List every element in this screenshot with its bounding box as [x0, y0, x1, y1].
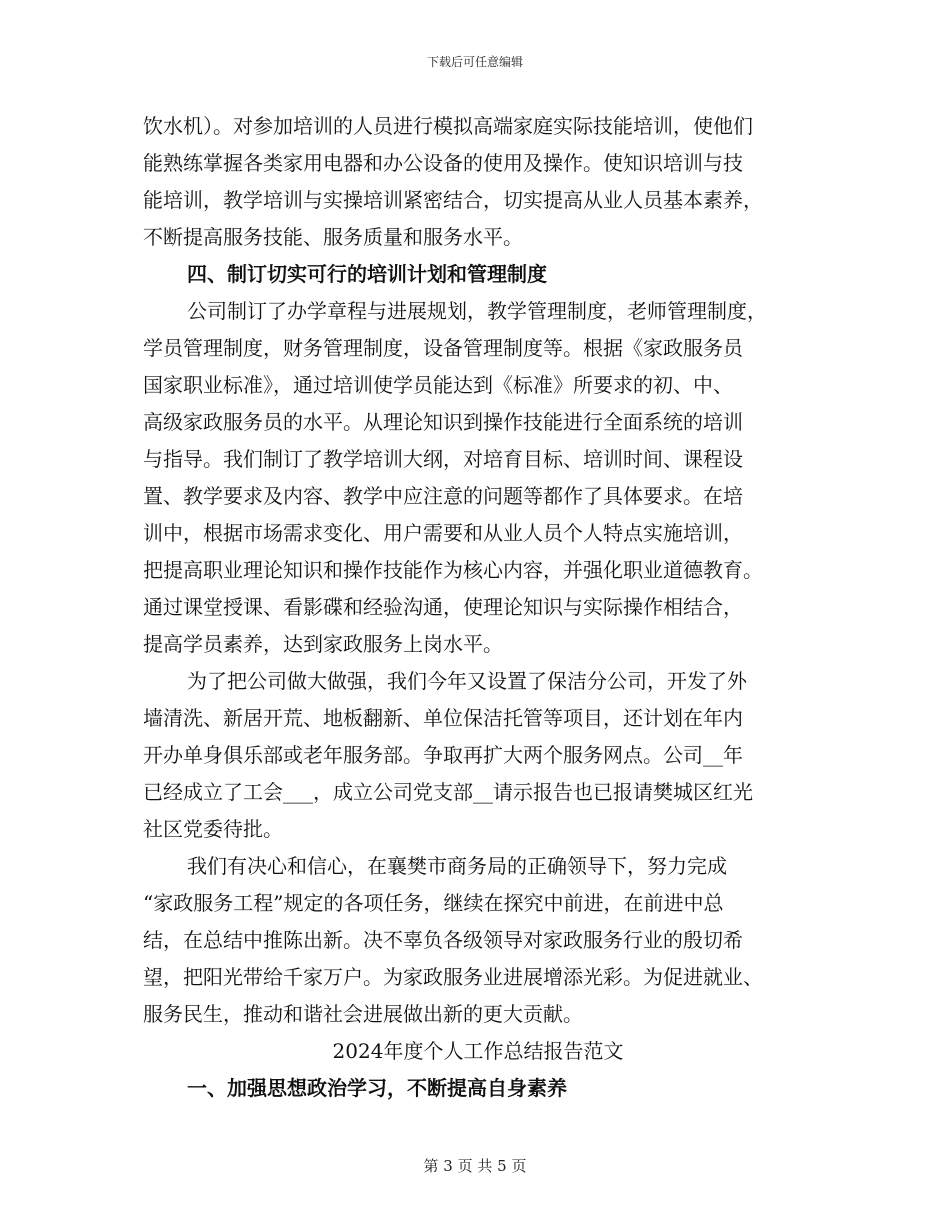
body-text-line: 能熟练掌握各类家用电器和办公设备的使用及操作。使知识培训与技	[143, 151, 743, 175]
section-heading: 四、制订切实可行的培训计划和管理制度	[187, 262, 547, 286]
document-title: 2024年度个人工作总结报告范文	[332, 1039, 624, 1063]
body-text-line: 望，把阳光带给千家万户。为家政服务业进展增添光彩。为促进就业、	[143, 965, 763, 989]
page-header: 下载后可任意编辑	[426, 55, 523, 69]
body-text-line: 通过课堂授课、看影碟和经验沟通，使理论知识与实际操作相结合，	[143, 595, 743, 619]
body-text-line: 能培训，教学培训与实操培训紧密结合，切实提高从业人员基本素养，	[143, 188, 763, 212]
section-heading: 一、加强思想政治学习，不断提高自身素养	[187, 1076, 567, 1100]
body-text-line: 国家职业标准》，通过培训使学员能达到《标准》所要求的初、中、	[143, 373, 733, 397]
body-text-line: 置、教学要求及内容、教学中应注意的问题等都作了具体要求。在培	[143, 484, 743, 508]
body-text-line: 社区党委待批。	[143, 817, 283, 841]
page-footer: 第 3 页 共 5 页	[423, 1157, 527, 1175]
body-text-line: 不断提高服务技能、服务质量和服务水平。	[143, 225, 523, 249]
body-text-line: 把提高职业理论知识和操作技能作为核心内容，并强化职业道德教育。	[143, 558, 763, 582]
body-text-line: 训中，根据市场需求变化、用户需要和从业人员个人特点实施培训，	[143, 521, 743, 545]
body-text-line: 学员管理制度，财务管理制度，设备管理制度等。根据《家政服务员	[143, 336, 743, 360]
body-text-line: 我们有决心和信心，在襄樊市商务局的正确领导下，努力完成	[187, 854, 727, 878]
body-text-line: 服务民生，推动和谐社会进展做出新的更大贡献。	[143, 1002, 583, 1026]
body-text-line: 为了把公司做大做强，我们今年又设置了保洁分公司，开发了外	[187, 669, 747, 693]
body-text-line: “家政服务工程”规定的各项任务，继续在探究中前进，在前进中总	[143, 891, 724, 915]
body-text-line: 墙清洗、新居开荒、地板翻新、单位保洁托管等项目，还计划在年内	[143, 706, 743, 730]
body-text-line: 结，在总结中推陈出新。决不辜负各级领导对家政服务行业的殷切希	[143, 928, 743, 952]
body-text-line: 提高学员素养，达到家政服务上岗水平。	[143, 632, 503, 656]
body-text-line: 公司制订了办学章程与进展规划，教学管理制度，老师管理制度，	[187, 299, 767, 323]
document-body	[143, 108, 813, 1107]
body-text-line: 已经成立了工会___，成立公司党支部__请示报告也已报请樊城区红光	[143, 780, 753, 804]
body-text-line: 开办单身俱乐部或老年服务部。争取再扩大两个服务网点。公司__年	[143, 743, 743, 767]
body-text-line: 高级家政服务员的水平。从理论知识到操作技能进行全面系统的培训	[143, 410, 743, 434]
body-text-line: 饮水机）。对参加培训的人员进行模拟高端家庭实际技能培训，使他们	[143, 114, 753, 138]
body-text-line: 与指导。我们制订了教学培训大纲，对培育目标、培训时间、课程设	[143, 447, 743, 471]
